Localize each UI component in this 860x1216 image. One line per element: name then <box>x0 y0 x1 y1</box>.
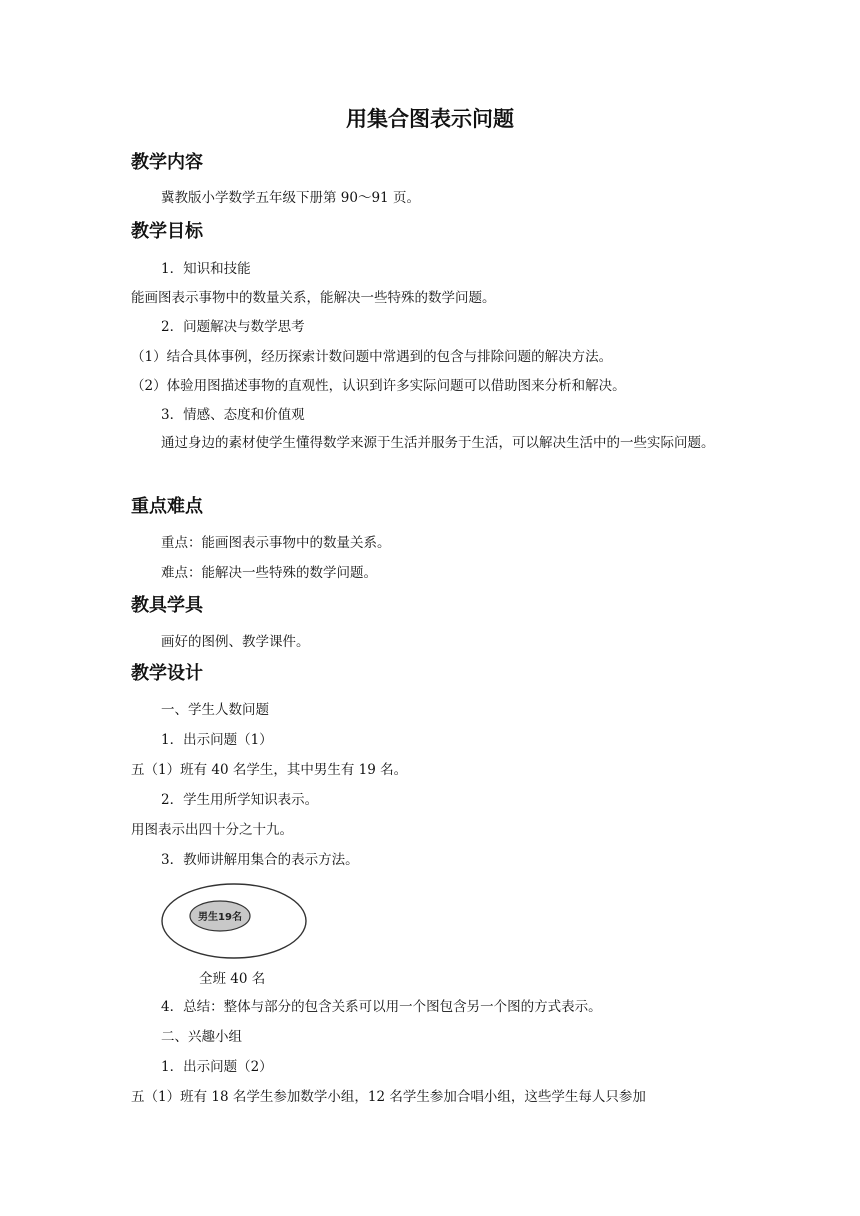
goal-item: 通过身边的素材使学生懂得数学来源于生活并服务于生活，可以解决生活中的一些实际问题。 <box>161 435 715 451</box>
heading-content: 教学内容 <box>131 152 203 173</box>
goal-item: 能画图表示事物中的数量关系，能解决一些特殊的数学问题。 <box>131 290 496 306</box>
design-item: 二、兴趣小组 <box>161 1029 242 1045</box>
content-text: 冀教版小学数学五年级下册第 90～91 页。 <box>161 190 420 206</box>
goal-item: 3．情感、态度和价值观 <box>161 407 305 423</box>
heading-goals: 教学目标 <box>131 221 203 242</box>
boys-label: 男生19名 <box>198 912 242 923</box>
design-item: 1．出示问题（2） <box>161 1059 273 1075</box>
design-item: 用图表示出四十分之十九。 <box>131 822 293 838</box>
heading-key-points: 重点难点 <box>131 496 203 517</box>
set-diagram <box>160 882 308 960</box>
design-item: 4．总结：整体与部分的包含关系可以用一个图包含另一个图的方式表示。 <box>161 999 602 1015</box>
goal-item: （2）体验用图描述事物的直观性，认识到许多实际问题可以借助图来分析和解决。 <box>131 378 626 394</box>
design-item: 一、学生人数问题 <box>161 702 269 718</box>
difficult-point: 难点：能解决一些特殊的数学问题。 <box>161 565 377 581</box>
key-point: 重点：能画图表示事物中的数量关系。 <box>161 535 391 551</box>
document-title: 用集合图表示问题 <box>346 107 514 131</box>
diagram-caption: 全班 40 名 <box>199 971 266 987</box>
design-item: 2．学生用所学知识表示。 <box>161 792 319 808</box>
goal-item: 1．知识和技能 <box>161 261 251 277</box>
design-item: 五（1）班有 40 名学生，其中男生有 19 名。 <box>131 762 408 778</box>
design-item: 3．教师讲解用集合的表示方法。 <box>161 852 359 868</box>
goal-item: （1）结合具体事例，经历探索计数问题中常遇到的包含与排除问题的解决方法。 <box>131 349 613 365</box>
heading-design: 教学设计 <box>131 663 203 684</box>
design-item: 1．出示问题（1） <box>161 732 273 748</box>
goal-item: 2．问题解决与数学思考 <box>161 319 305 335</box>
design-item: 五（1）班有 18 名学生参加数学小组，12 名学生参加合唱小组，这些学生每人只参加 <box>131 1089 646 1105</box>
tools-text: 画好的图例、教学课件。 <box>161 634 310 650</box>
heading-tools: 教具学具 <box>131 595 203 616</box>
